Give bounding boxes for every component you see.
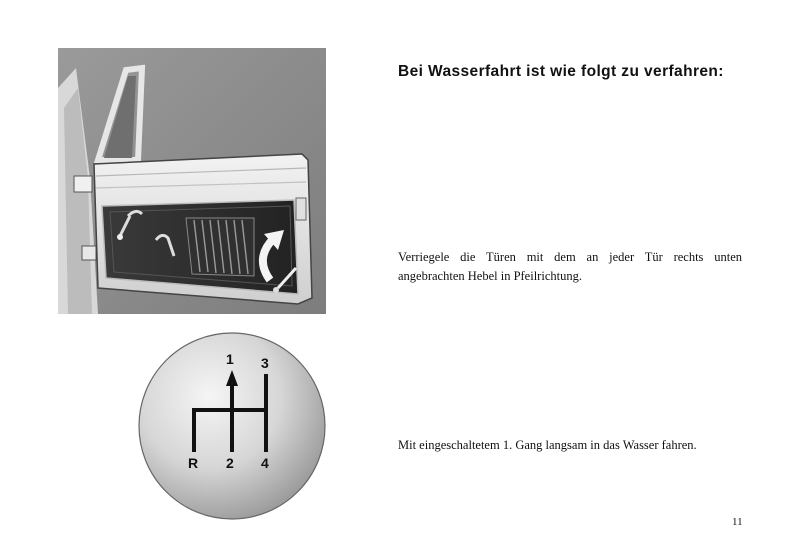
page-heading: Bei Wasserfahrt ist wie folgt zu verfahren: [398, 63, 724, 80]
gear-label-r: R [188, 455, 199, 471]
gear-label-4: 4 [261, 455, 269, 471]
gear-label-1: 1 [226, 351, 234, 367]
door-photo [58, 48, 326, 314]
gear-shift-diagram [136, 330, 328, 522]
door-illustration [58, 48, 326, 314]
gear-knob-photo [136, 330, 328, 522]
door-lock-instruction: Verriegele die Türen mit dem an jeder Tür rechts unten angebrachten Hebel in Pfeilrichtung. [398, 250, 742, 283]
gear-label-2: 2 [226, 455, 234, 471]
gear-label-3: 3 [261, 355, 269, 371]
gear-instruction: Mit eingeschaltetem 1. Gang langsam in das Wasser fahren. [398, 438, 697, 452]
page-number: 11 [732, 516, 743, 528]
